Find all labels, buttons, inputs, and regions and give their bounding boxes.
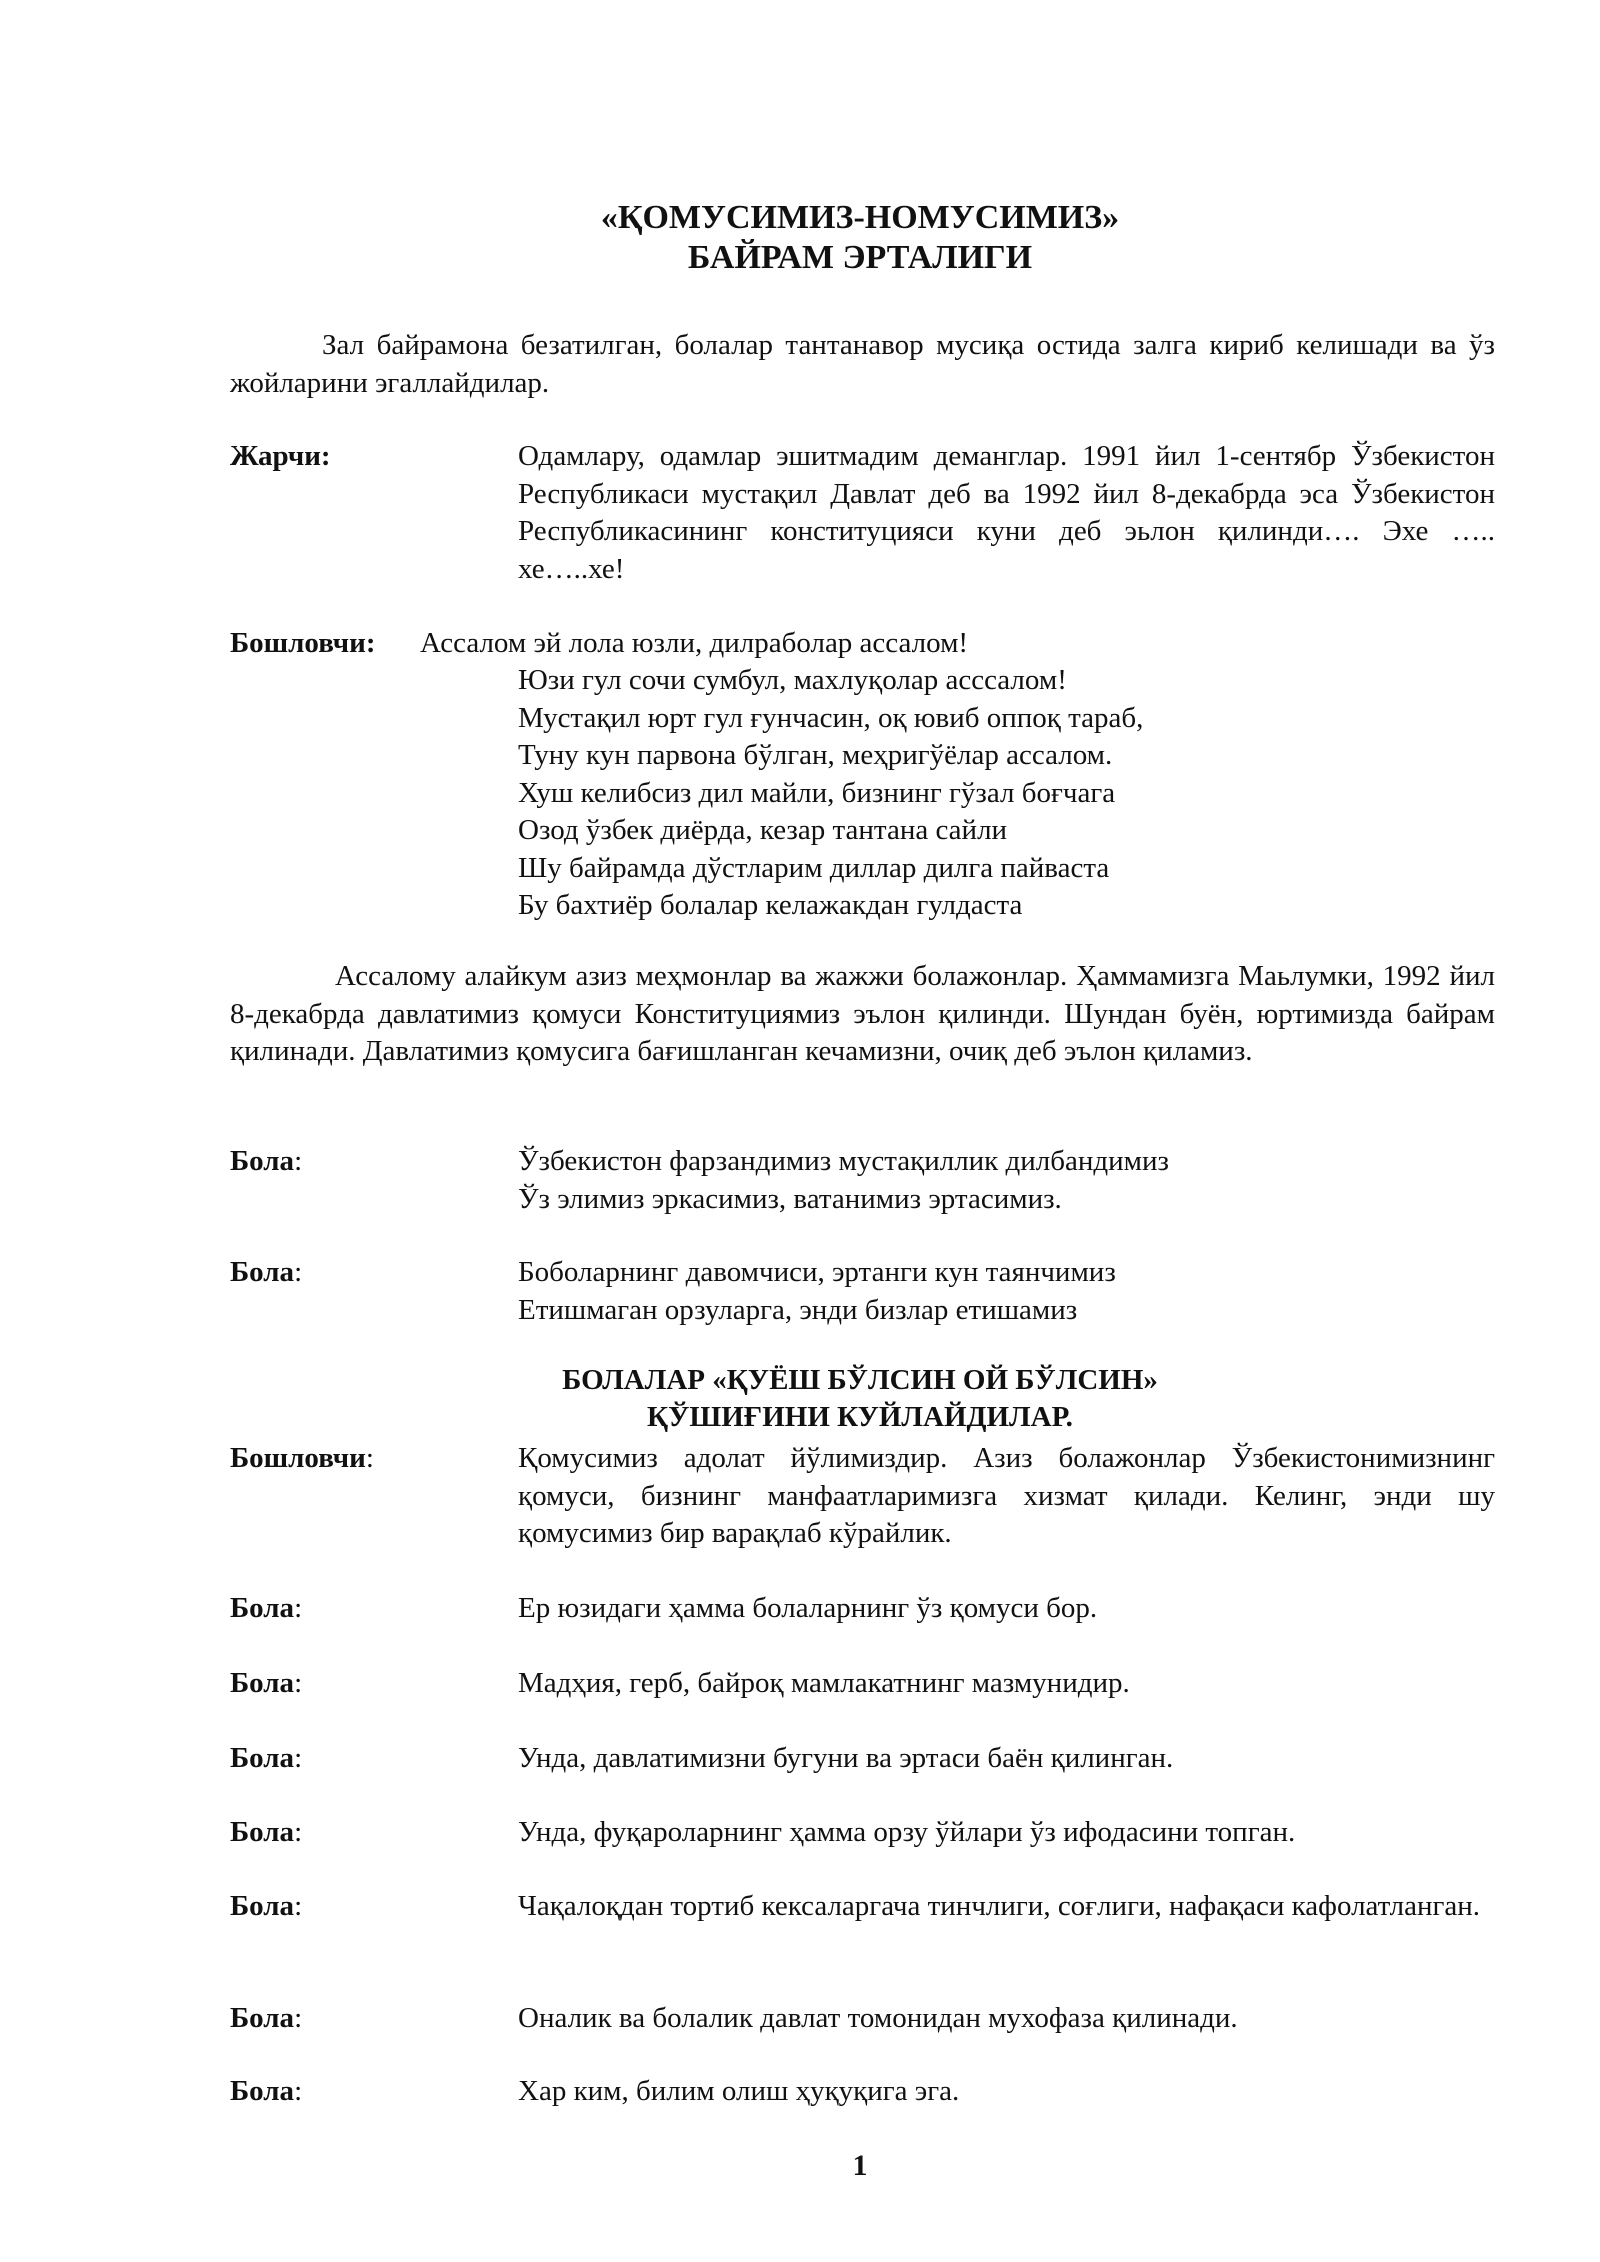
intro-paragraph: Зал байрамона безатилган, болалар тантанавор мусиқа остида залга кириб келишади ва ўз жойларини эгаллайдилар. <box>230 329 1495 399</box>
verse-line: Ўз элимиз эркасимиз, ватанимиз эртасимиз. <box>518 1182 1062 1215</box>
speaker-label <box>230 1254 302 1292</box>
speaker-name: Бола <box>230 1890 295 1922</box>
speaker-name: Бошловчи: <box>230 627 376 659</box>
speaker-name: Бола <box>230 1667 295 1699</box>
speaker-label <box>230 1888 302 1926</box>
speech-text: Одамлару, одамлар эшитмадим деманглар. 1991 йил 1-сентябр Ўзбекистон Республикаси мустақил Давлат деб ва 1992 йил 8-декабрда эса Ўзбекистон Республикасининг конституцияси куни деб эьлон қилинди…. Эхе ….. хе…..хе! <box>518 440 1495 585</box>
title-line-2: БАЙРАМ ЭРТАЛИГИ <box>687 239 1033 276</box>
speaker-colon: : <box>294 1667 303 1699</box>
speaker-label <box>230 1665 302 1703</box>
speech-text: Мадҳия, герб, байроқ мамлакатнинг мазмунидир. <box>518 1667 1130 1699</box>
speaker-name: Бола <box>230 1145 295 1177</box>
speech-text: Унда, давлатимизни бугуни ва эртаси баён қилинган. <box>518 1742 1174 1774</box>
speech-text: Ер юзидаги ҳамма болаларнинг ўз қомуси бор. <box>518 1592 1098 1624</box>
verse-line: Туну кун парвона бўлган, меҳригўёлар ассалом. <box>518 739 1113 771</box>
document-title <box>0 198 1600 278</box>
song-heading-line-1: БОЛАЛАР «ҚУЁШ БЎЛСИН ОЙ БЎЛСИН» <box>562 1364 1158 1396</box>
speaker-label <box>230 1814 302 1852</box>
verse-line: Ўзбекистон фарзандимиз мустақиллик дилбандимиз <box>518 1145 1170 1177</box>
speaker-label <box>230 1740 302 1778</box>
verse-line: Етишмаган орзуларга, энди бизлар етишамиз <box>518 1293 1078 1326</box>
speech-text: Хар ким, билим олиш ҳуқуқига эга. <box>518 2075 960 2107</box>
host-paragraph: Ассалому алайкум азиз меҳмонлар ва жажжи болажонлар. Ҳаммамизга Маьлумки, 1992 йил 8-декабрда давлатимиз қомуси Конституциямиз эълон қилинди. Шундан буён, юртимизда байрам қилинади. Давлатимиз қомусига бағишланган кечамизни, очиқ деб эълон қиламиз. <box>230 960 1495 1067</box>
speech-text: Оналик ва болалик давлат томонидан мухофаза қилинади. <box>518 2002 1238 2034</box>
speaker-name: Бола <box>230 1256 295 1288</box>
speech-text: Қомусимиз адолат йўлимиздир. Азиз болажонлар Ўзбекистонимизнинг қомуси, бизнинг манфаатларимизга хизмат қилади. Келинг, энди шу қомусимиз бир варақлаб кўрайлик. <box>518 1442 1495 1549</box>
speaker-label <box>230 1440 374 1478</box>
speaker-label <box>230 1590 302 1628</box>
speaker-name: Бола <box>230 2075 295 2107</box>
speaker-colon: : <box>294 1816 303 1848</box>
speaker-colon: : <box>294 1256 303 1288</box>
speaker-colon: : <box>294 1145 303 1177</box>
verse-line: Хуш келибсиз дил майли, бизнинг гўзал боғчага <box>518 776 1116 809</box>
speaker-label <box>230 438 331 476</box>
verse-block <box>518 662 1495 925</box>
song-heading-line-2: ҚЎШИҒИНИ КУЙЛАЙДИЛАР. <box>647 1401 1073 1433</box>
speaker-name: Бола <box>230 1816 295 1848</box>
verse-line: Юзи гул сочи сумбул, махлуқолар асссалом! <box>518 664 1067 696</box>
speaker-colon: : <box>294 2002 303 2034</box>
speaker-colon: : <box>294 1890 303 1922</box>
verse-block <box>518 1143 1495 1218</box>
speech-text: Унда, фуқароларнинг ҳамма орзу ўйлари ўз ифодасини топган. <box>518 1816 1296 1848</box>
speaker-label <box>230 625 375 663</box>
speaker-colon: : <box>294 2075 303 2107</box>
verse-line: Боболарнинг давомчиси, эртанги кун таянчимиз <box>518 1256 1116 1288</box>
song-heading <box>0 1362 1600 1436</box>
verse-first-line: Ассалом эй лола юзли, дилраболар ассалом! <box>420 627 969 659</box>
speaker-name: Жарчи: <box>230 440 331 472</box>
verse-line: Мустақил юрт гул ғунчасин, оқ ювиб оппоқ тараб, <box>518 701 1144 734</box>
speaker-name: Бола <box>230 2002 295 2034</box>
title-line-1: «ҚОМУСИМИЗ-НОМУСИМИЗ» <box>600 199 1120 236</box>
verse-line: Бу бахтиёр болалар келажакдан гулдаста <box>518 889 1023 921</box>
speaker-name: Бола <box>230 1742 295 1774</box>
speaker-label <box>230 2073 302 2111</box>
speaker-colon: : <box>294 1592 303 1624</box>
speaker-name: Бошловчи <box>230 1442 366 1474</box>
speaker-label <box>230 2000 302 2038</box>
speaker-name: Бола <box>230 1592 295 1624</box>
page-number: 1 <box>852 2149 868 2182</box>
speaker-colon: : <box>294 1742 303 1774</box>
speaker-colon: : <box>365 1442 374 1474</box>
speaker-label <box>230 1143 302 1181</box>
verse-block <box>518 1254 1495 1329</box>
verse-line: Озод ўзбек диёрда, кезар тантана сайли <box>518 814 1008 846</box>
speech-text: Чақалоқдан тортиб кексаларгача тинчлиги, соғлиги, нафақаси кафолатланган. <box>518 1890 1481 1922</box>
verse-line: Шу байрамда дўстларим диллар дилга пайваста <box>518 851 1110 884</box>
